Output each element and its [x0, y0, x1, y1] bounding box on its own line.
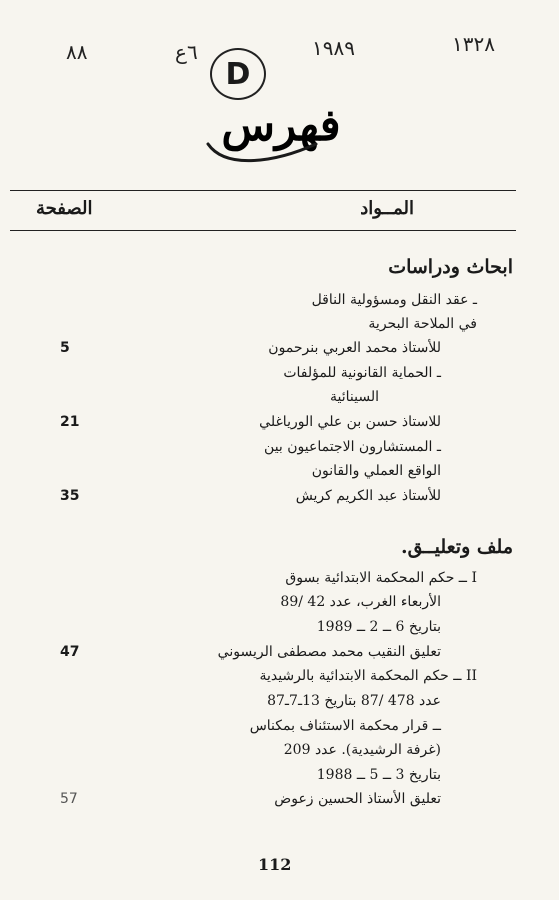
title-calligraphy — [196, 92, 366, 172]
handwritten-note-left: ٨٨ — [66, 40, 88, 64]
toc-line: تعليق الأستاذ الحسين زعوض — [274, 791, 441, 807]
toc-line: في الملاحة البحرية — [368, 316, 477, 332]
toc-line: للأستاذ محمد العربي بنرحمون — [268, 340, 441, 356]
toc-line: بتاريخ 6 ــ 2 ــ 1989 — [316, 619, 441, 635]
toc-line: للأستاذ عبد الكريم كريش — [295, 488, 441, 504]
page-number: 5 — [60, 340, 70, 356]
toc-line: بتاريخ 3 ــ 5 ــ 1988 — [316, 767, 441, 783]
page-number: 47 — [60, 644, 80, 660]
toc-line: (غرفة الرشيدية). عدد 209 — [283, 742, 441, 758]
handwritten-note-year: ١٩٨٩ — [312, 36, 355, 60]
toc-line: عدد 478 /87 بتاريخ 13ـ7ـ87 — [267, 693, 441, 709]
toc-line: ـ المستشارون الاجتماعيون بين — [264, 439, 441, 455]
title-text: فهرس — [221, 100, 341, 151]
header-rule-bottom — [10, 230, 516, 231]
toc-line: الأربعاء الغرب، عدد 42 /89 — [280, 594, 441, 610]
header-materials: المــواد — [360, 198, 414, 219]
header-page: الصفحة — [36, 198, 93, 219]
page-number: 57 — [60, 791, 78, 807]
section-heading-case-file: ملف وتعليــق. — [401, 536, 513, 558]
handwritten-note-number: ١٣٢٨ — [452, 32, 495, 56]
toc-line: I ــ حكم المحكمة الابتدائية بسوق — [285, 570, 477, 586]
page-number: 21 — [60, 414, 80, 430]
header-rule-top — [10, 190, 516, 191]
page-folio: 112 — [258, 855, 292, 874]
section-heading-research: ابحاث ودراسات — [388, 256, 513, 278]
stamp-letter: D — [225, 56, 251, 92]
page-number: 35 — [60, 488, 80, 504]
toc-line: ــ قرار محكمة الاستئناف بمكناس — [249, 718, 441, 734]
toc-line: للاستاذ حسن بن علي الورياغلي — [259, 414, 441, 430]
toc-line: ـ عقد النقل ومسؤولية الناقل — [311, 292, 477, 308]
toc-line: الواقع العملي والقانون — [311, 463, 441, 479]
toc-line: تعليق النقيب محمد مصطفى الريسوني — [217, 644, 441, 660]
handwritten-note-code: ٦ع — [175, 40, 198, 64]
toc-line: II ــ حكم المحكمة الابتدائية بالرشيدية — [259, 668, 477, 684]
toc-line: ـ الحماية القانونية للمؤلفات — [283, 365, 441, 381]
toc-line: السينائية — [330, 389, 379, 405]
